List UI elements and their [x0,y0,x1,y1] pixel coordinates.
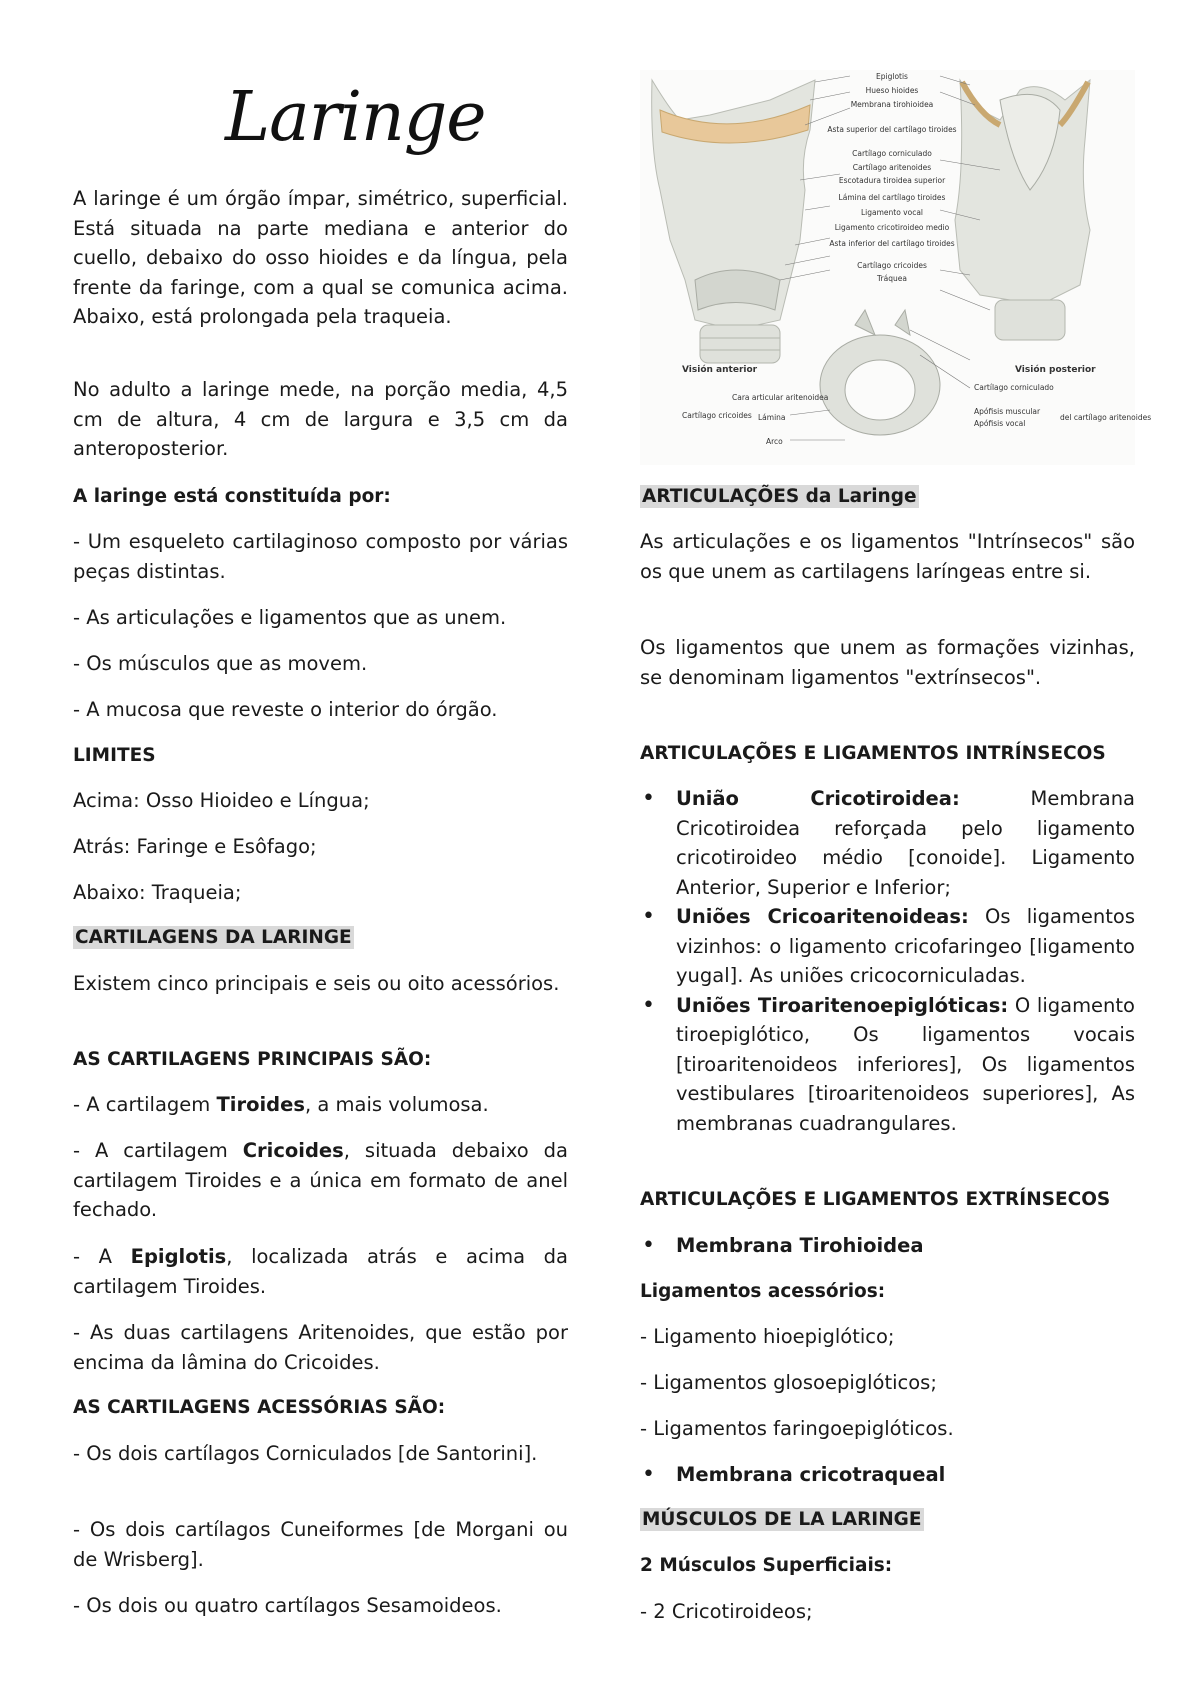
principal-item: - As duas cartilagens Aritenoides, que estão por encima da lâmina do Cricoides. [73,1321,568,1374]
figure-label: Escotadura tiroidea superior [838,176,946,185]
intrinsecos-heading: ARTICULAÇÕES E LIGAMENTOS INTRÍNSECOS [640,743,1106,764]
constitution-item: - Os músculos que as movem. [73,652,368,675]
figure-label: Cartílago aritenoides [852,163,932,172]
acessoria-item: - Os dois cartílagos Corniculados [de Santorini]. [73,1442,538,1465]
figure-label: Ligamento cricotiroideo medio [834,223,950,232]
extrinseco-item: • Membrana Tirohioidea [640,1231,1135,1261]
figure-label: Epiglotis [876,72,908,81]
musculo-item: - 2 Cricotiroideos; [640,1600,813,1623]
articulacoes-paragraph-2: Os ligamentos que unem as formações vizinhas, se denominam ligamentos "extrínsecos". [640,636,1135,689]
section-highlight: MÚSCULOS DE LA LARINGE [642,1509,922,1530]
intrinseco-item: • Uniões Tiroaritenoepiglóticas: O ligamento tiroepiglótico, Os ligamentos vocais [tiroaritenoideos inferiores], Os ligamentos vestibulares [tiroaritenoideos superiores], As membranas cuadrangulares. [640,991,1135,1139]
posterior-larynx-drawing [955,80,1090,340]
vision-posterior-label: Visión posterior [1015,365,1096,375]
section-highlight: CARTILAGENS DA LARINGE [75,927,352,948]
articulacoes-heading [640,482,919,512]
constitution-item: - As articulações e ligamentos que as unem. [73,606,507,629]
extrinsecos-list [640,1231,1135,1261]
constitution-item: - Um esqueleto cartilaginoso composto por várias peças distintas. [73,530,568,583]
cricoid-part-label: Cara articular aritenoidea [732,393,829,402]
figure-label: Ligamento vocal [860,208,924,217]
extrinseco-item: • Membrana cricotraqueal [640,1460,1135,1490]
posterior-group-label: del cartílago aritenoides [1060,413,1152,422]
ligamento-item: - Ligamentos faringoepiglóticos. [640,1417,954,1440]
limite-item: Acima: Osso Hioideo e Língua; [73,789,370,812]
articulacoes-paragraph-1: As articulações e os ligamentos "Intrínsecos" são os que unem as cartilagens laríngeas entre si. [640,530,1135,583]
musculos-heading [640,1505,924,1535]
figure-label: Lámina del cartílago tiroides [838,193,946,202]
ligamento-item: - Ligamentos glosoepiglóticos; [640,1371,937,1394]
figure-label: Asta superior del cartílago tiroides [827,125,957,134]
posterior-part-label: Apófisis muscular [974,407,1041,416]
constitution-item: - A mucosa que reveste o interior do órgão. [73,698,498,721]
figure-label: Cartílago corniculado [852,149,932,158]
principal-item: - A Epiglotis, localizada atrás e acima da cartilagem Tiroides. [73,1245,568,1298]
principais-heading: AS CARTILAGENS PRINCIPAIS SÃO: [73,1049,432,1070]
larynx-illustration [640,70,1152,465]
figure-label: Asta inferior del cartílago tiroides [829,239,955,248]
limites-heading: LIMITES [73,745,156,766]
intro-paragraph-1: A laringe é um órgão ímpar, simétrico, superficial. Está situada na parte mediana e anterior do cuello, debaixo do osso hioides e da língua, pela frente da faringe, com a qual se comunica acima. Abaixo, está prolongada pela traqueia. [73,187,568,328]
acessoria-item: - Os dois cartílagos Cuneiformes [de Morgani ou de Wrisberg]. [73,1518,568,1571]
figure-label: Tráquea [877,274,907,283]
posterior-part-label: Cartílago corniculado [974,383,1054,392]
extrinsecos-heading: ARTICULAÇÕES E LIGAMENTOS EXTRÍNSECOS [640,1189,1111,1210]
intrinsecos-list [640,784,1135,1138]
limite-item: Atrás: Faringe e Esôfago; [73,835,317,858]
figure-label: Membrana tirohioidea [850,100,934,109]
figure-label: Hueso hioides [865,86,919,95]
limite-item: Abaixo: Traqueia; [73,881,242,904]
ligamento-item: - Ligamento hioepiglótico; [640,1325,895,1348]
intrinseco-item: • União Cricotiroidea: Membrana Cricotiroidea reforçada pelo ligamento cricotiroideo médio [conoide]. Ligamento Anterior, Superior e Inferior; [640,784,1135,902]
cricoid-drawing [820,310,940,435]
cricoid-part-label: Arco [766,437,783,446]
intro-paragraph-2: No adulto a laringe mede, na porção media, 4,5 cm de altura, 4 cm de largura e 3,5 cm da anteroposterior. [73,378,568,460]
principal-item: - A cartilagem Cricoides, situada debaixo da cartilagem Tiroides e a única em formato de anel fechado. [73,1139,568,1221]
page-title: Laringe [225,78,486,157]
extrinsecos-list-2 [640,1460,1135,1490]
vision-anterior-label: Visión anterior [682,365,758,375]
acessorias-heading: AS CARTILAGENS ACESSÓRIAS SÃO: [73,1397,446,1418]
posterior-part-label: Apófisis vocal [974,419,1026,428]
constitution-heading: A laringe está constituída por: [73,486,391,507]
cartilagens-heading [73,923,354,953]
cricoid-group-label: Cartílago cricoides [682,411,752,420]
ligamentos-acessorios-heading: Ligamentos acessórios: [640,1281,886,1302]
section-highlight: ARTICULAÇÕES da Laringe [642,486,917,507]
anterior-larynx-drawing [652,80,815,363]
intrinseco-item: • Uniões Cricoaritenoideas: Os ligamentos vizinhos: o ligamento cricofaringeo [ligamento yugal]. As uniões cricocorniculadas. [640,902,1135,991]
acessoria-item: - Os dois ou quatro cartílagos Sesamoideos. [73,1594,502,1617]
principal-item: - A cartilagem Tiroides, a mais volumosa. [73,1093,489,1116]
musculos-subheading: 2 Músculos Superficiais: [640,1555,893,1576]
cricoid-part-label: Lámina [758,413,786,422]
cartilagens-text: Existem cinco principais e seis ou oito acessórios. [73,972,560,995]
figure-label: Cartílago cricoides [857,261,927,270]
